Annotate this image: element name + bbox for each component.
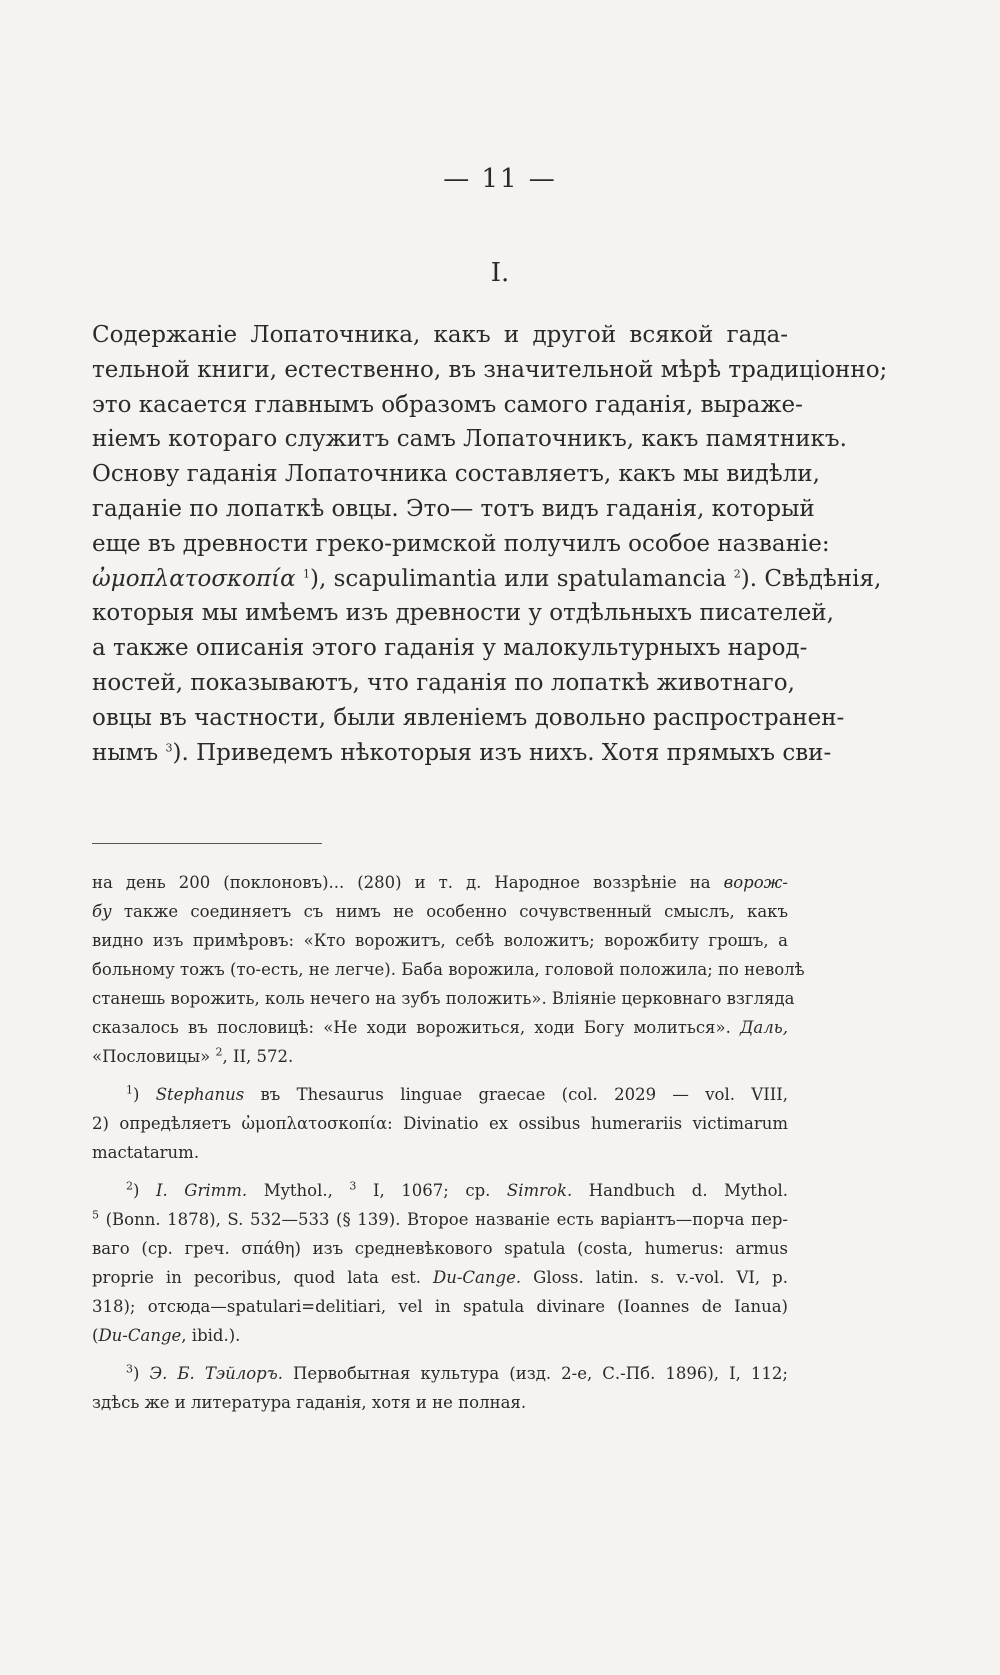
text-line: ваго (ср. греч. σπάθη) изъ средневѣкового spatula (costa, humerus: armus xyxy=(92,1239,788,1258)
text-fragment: Handbuch d. Mythol. xyxy=(572,1181,789,1200)
text-line xyxy=(92,1042,788,1071)
text-fragment: также соединяетъ съ нимъ не особенно сочувственный смыслъ, какъ xyxy=(111,902,788,921)
text-line: $^2$) I. Grimm. Mythol., $^3$ I, 1067; ср. Simrok. Handbuch d. Mythol. xyxy=(126,1179,789,1200)
text-fragment: ), scapulimantia или spatulamancia xyxy=(309,565,727,592)
text-fragment: Первобытная культура (изд. 2-е, С.-Пб. 1896), I, 112; xyxy=(282,1364,788,1383)
text-line xyxy=(92,1263,788,1292)
text-fragment: на день 200 (поклоновъ)... (280) и т. д. Народное воззрѣніе на xyxy=(92,873,724,892)
text-fragment: proprie in pecoribus, quod lata est. xyxy=(92,1268,433,1287)
text-fragment: Mythol., xyxy=(247,1181,350,1200)
text-line: $^3$) Э. Б. Тэйлоръ. Первобытная культура (изд. 2-е, С.-Пб. 1896), I, 112; xyxy=(126,1362,788,1383)
section-title: I. xyxy=(490,258,510,288)
footnote-mark: 3 xyxy=(126,1362,133,1376)
text-fragment: ). Приведемъ нѣкоторыя изъ нихъ. Хотя прямыхъ сви- xyxy=(172,739,832,766)
text-line: больному тожъ (то-есть, не легче). Баба ворожила, головой положила; по неволѣ xyxy=(92,960,805,979)
text-fragment: Даль, xyxy=(740,1018,788,1037)
text-line: тельной книги, естественно, въ значительной мѣрѣ традиціонно; xyxy=(92,356,888,383)
footnote-2 xyxy=(92,1176,788,1350)
footnote-3 xyxy=(92,1359,788,1417)
text-fragment: Э. Б. Тэйлоръ. xyxy=(149,1364,283,1383)
text-fragment: I, 1067; ср. xyxy=(356,1181,507,1200)
text-line: гаданіе по лопаткѣ овцы. Это— тотъ видъ гаданія, который xyxy=(92,495,815,522)
text-fragment: ворож- xyxy=(723,873,788,892)
text-fragment: въ Thesaurus linguae graecae (col. 2029 — vol. VIII, xyxy=(244,1085,788,1104)
superscript: 3 xyxy=(349,1179,357,1193)
superscript: 2 xyxy=(215,1045,223,1059)
page-number: — 11 — xyxy=(443,164,557,194)
footnote-separator xyxy=(92,843,322,844)
text-fragment: ( xyxy=(92,1326,99,1345)
text-line: ностей, показываютъ, что гаданія по лопаткѣ животнаго, xyxy=(92,669,795,696)
footnote-mark: 2 xyxy=(126,1179,133,1193)
footnote-1 xyxy=(92,1080,788,1167)
superscript: 5 xyxy=(92,1208,99,1222)
text-line: 318); отсюда—spatulari=delitiari, vel in spatula divinare (Ioannes de Ianua) xyxy=(92,1297,788,1316)
text-fragment: сказалось въ пословицѣ: «Не ходи ворожиться, ходи Богу молиться». xyxy=(92,1018,740,1037)
footnote-ref: 3 xyxy=(165,740,173,754)
continued-footnote xyxy=(92,868,805,1071)
text-line: mactatarum. xyxy=(92,1143,200,1162)
text-fragment: , II, 572. xyxy=(222,1047,294,1066)
text-line xyxy=(92,1321,788,1350)
text-line: ніемъ котораго служитъ самъ Лопаточникъ, какъ памятникъ. xyxy=(92,426,847,453)
text-line xyxy=(92,736,832,771)
text-line: видно изъ примѣровъ: «Кто ворожитъ, себѣ воложитъ; ворожбиту грошъ, а xyxy=(92,931,788,950)
text-line xyxy=(92,1205,788,1234)
text-fragment: (Bonn. 1878), S. 532—533 (§ 139). Второе названіе есть варіантъ—порча пер- xyxy=(99,1210,788,1229)
text-line: станешь ворожить, коль нечего на зубъ положить». Вліяніе церковнаго взгляда xyxy=(92,989,795,1008)
footnote-ref: 1 xyxy=(302,566,310,580)
footnotes xyxy=(92,868,805,1426)
footnote-mark: 1 xyxy=(126,1083,133,1097)
footnote-ref: 2 xyxy=(733,566,741,580)
text-line: овцы въ частности, были явленіемъ довольно распространен- xyxy=(92,704,845,731)
text-line: Содержаніе Лопаточника, какъ и другой всякой гада- xyxy=(92,322,788,348)
text-fragment: Du-Cange. xyxy=(433,1268,522,1287)
text-fragment: нымъ xyxy=(92,739,159,766)
main-text xyxy=(92,318,888,770)
greek-term: ὠμοπλατοσκοπία xyxy=(92,565,296,592)
text-line: $^1$) Stephanus въ Thesaurus linguae graecae (col. 2029 — vol. VIII, xyxy=(126,1083,788,1104)
text-line xyxy=(92,1013,788,1042)
text-fragment: Gloss. latin. s. v.-vol. VI, p. xyxy=(521,1268,788,1287)
text-line: это касается главнымъ образомъ самого гаданія, выраже- xyxy=(92,391,803,418)
text-line: которыя мы имѣемъ изъ древности у отдѣльныхъ писателей, xyxy=(92,600,834,627)
text-fragment: Stephanus xyxy=(155,1085,245,1104)
text-line: а также описанія этого гаданія у малокультурныхъ народ- xyxy=(92,635,808,662)
text-fragment: ). Свѣдѣнія, xyxy=(740,565,882,592)
text-fragment: Simrok. xyxy=(506,1181,573,1200)
text-fragment: , ibid.). xyxy=(181,1326,241,1345)
text-fragment: I. Grimm. xyxy=(155,1181,248,1200)
text-fragment: «Пословицы» xyxy=(92,1047,216,1066)
text-line xyxy=(92,868,788,897)
text-line: еще въ древности греко-римской получилъ особое названіе: xyxy=(92,530,830,557)
text-line: Основу гаданія Лопаточника составляетъ, какъ мы видѣли, xyxy=(92,461,820,488)
text-line: здѣсь же и литература гаданія, хотя и не полная. xyxy=(92,1393,527,1412)
text-fragment: бу xyxy=(92,902,112,921)
text-fragment: Du-Cange xyxy=(98,1326,182,1345)
text-line: 2) опредѣляетъ ὠμοπλατοσκοπία: Divinatio ex ossibus humerariis victimarum xyxy=(92,1114,788,1133)
text-line xyxy=(92,562,882,597)
text-line xyxy=(92,897,788,926)
